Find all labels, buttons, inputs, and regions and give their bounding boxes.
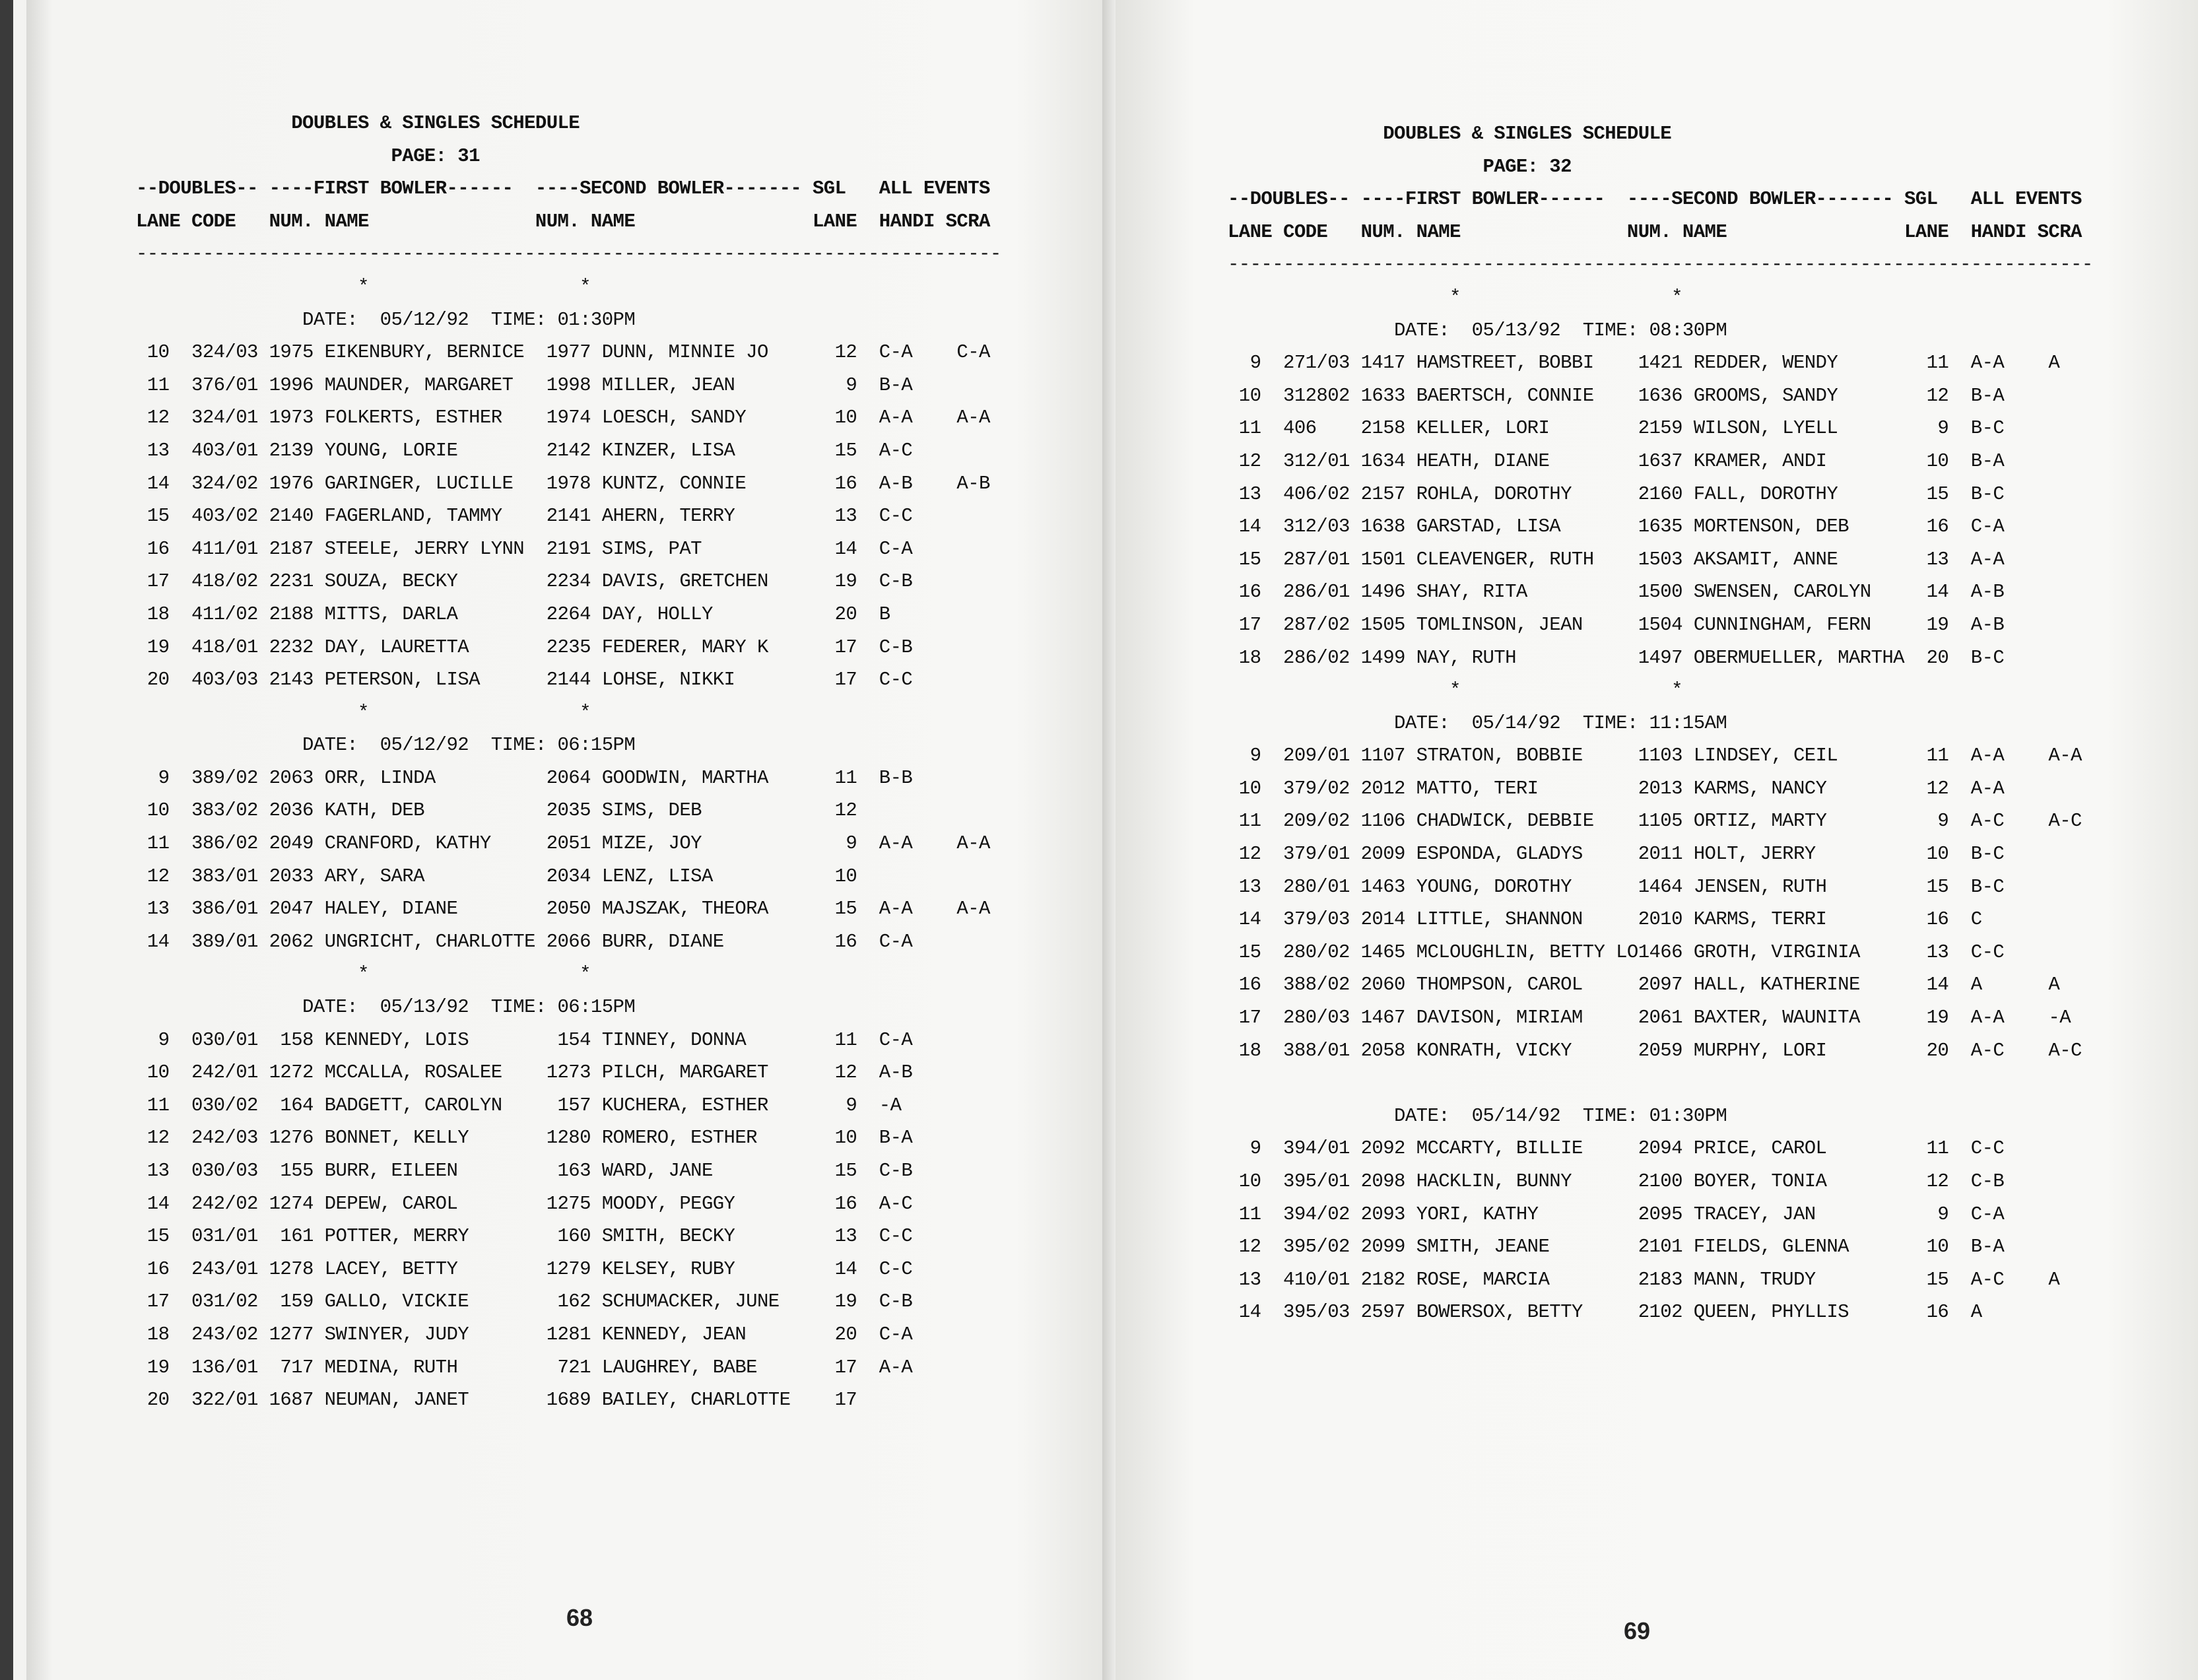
schedule-line: * * [136,701,591,723]
schedule-line: 17 031/02 159 GALLO, VICKIE 162 SCHUMACKER, JUNE 19 C-B [136,1291,913,1313]
schedule-line: 12 383/01 2033 ARY, SARA 2034 LENZ, LISA 10 [136,865,857,887]
schedule-line: 9 030/01 158 KENNEDY, LOIS 154 TINNEY, DONNA 11 C-A [136,1028,913,1051]
schedule-line: 9 209/01 1107 STRATON, BOBBIE 1103 LINDSEY, CEIL 11 A-A A-A [1228,745,2082,767]
schedule-line: 13 280/01 1463 YOUNG, DOROTHY 1464 JENSEN, RUTH 15 B-C [1228,875,2005,898]
schedule-line: 15 031/01 161 POTTER, MERRY 160 SMITH, BECKY 13 C-C [136,1225,913,1248]
schedule-line: 19 418/01 2232 DAY, LAURETTA 2235 FEDERER, MARY K 17 C-B [136,636,913,658]
schedule-line: 16 243/01 1278 LACEY, BETTY 1279 KELSEY, RUBY 14 C-C [136,1258,913,1280]
schedule-line: 13 386/01 2047 HALEY, DIANE 2050 MAJSZAK, THEORA 15 A-A A-A [136,898,990,920]
schedule-line: 13 406/02 2157 ROHLA, DOROTHY 2160 FALL, DOROTHY 15 B-C [1228,483,2005,505]
page-number: 69 [1624,1617,1651,1644]
schedule-line: 11 394/02 2093 YORI, KATHY 2095 TRACEY, JAN 9 C-A [1228,1203,2005,1225]
schedule-header-line: PAGE: 32 [1228,155,1572,178]
session-heading: DATE: 05/12/92 TIME: 06:15PM [136,734,636,756]
schedule-header-line: DOUBLES & SINGLES SCHEDULE [1228,123,1672,145]
schedule-line: 9 271/03 1417 HAMSTREET, BOBBI 1421 REDDER, WENDY 11 A-A A [1228,352,2060,374]
schedule-line [1228,1067,2093,1100]
schedule-line: 12 312/01 1634 HEATH, DIANE 1637 KRAMER, ANDI 10 B-A [1228,450,2005,472]
left-page [26,0,1116,1680]
schedule-line: 14 324/02 1976 GARINGER, LUCILLE 1978 KUNTZ, CONNIE 16 A-B A-B [136,472,990,494]
schedule-line: 10 383/02 2036 KATH, DEB 2035 SIMS, DEB 12 [136,799,857,822]
schedule-line: 17 280/03 1467 DAVISON, MIRIAM 2061 BAXTER, WAUNITA 19 A-A -A [1228,1007,2071,1029]
schedule-header-line: --DOUBLES-- ----FIRST BOWLER------ ----SECOND BOWLER------- SGL ALL EVENTS [136,178,990,200]
schedule-line: 13 030/03 155 BURR, EILEEN 163 WARD, JANE 15 C-B [136,1160,913,1182]
schedule-line: 13 410/01 2182 ROSE, MARCIA 2183 MANN, TRUDY 15 A-C A [1228,1268,2060,1291]
schedule-line: * * [136,275,591,298]
schedule-header-line: ------------------------------------------------------------------------------ [1228,253,2093,276]
schedule-line: 11 030/02 164 BADGETT, CAROLYN 157 KUCHERA, ESTHER 9 -A [136,1094,902,1116]
schedule-line: 18 286/02 1499 NAY, RUTH 1497 OBERMUELLER, MARTHA 20 B-C [1228,646,2005,669]
schedule-line: 18 243/02 1277 SWINYER, JUDY 1281 KENNEDY, JEAN 20 C-A [136,1323,913,1345]
session-heading: DATE: 05/13/92 TIME: 06:15PM [136,996,636,1019]
schedule-line: 9 394/01 2092 MCCARTY, BILLIE 2094 PRICE, CAROL 11 C-C [1228,1137,2005,1160]
schedule-line: * * [1228,679,1682,702]
schedule-line: 16 388/02 2060 THOMPSON, CAROL 2097 HALL, KATHERINE 14 A A [1228,974,2060,996]
schedule-line: 11 386/02 2049 CRANFORD, KATHY 2051 MIZE, JOY 9 A-A A-A [136,832,990,855]
session-heading: DATE: 05/12/92 TIME: 01:30PM [136,308,636,331]
schedule-line: 14 395/03 2597 BOWERSOX, BETTY 2102 QUEEN, PHYLLIS 16 A [1228,1301,1982,1324]
schedule-line: 10 242/01 1272 MCCALLA, ROSALEE 1273 PILCH, MARGARET 12 A-B [136,1061,913,1084]
schedule-text [1228,118,2093,1329]
schedule-line: 12 242/03 1276 BONNET, KELLY 1280 ROMERO, ESTHER 10 B-A [136,1127,913,1149]
schedule-line: 13 403/01 2139 YOUNG, LORIE 2142 KINZER, LISA 15 A-C [136,439,913,461]
schedule-header-line: LANE CODE NUM. NAME NUM. NAME LANE HANDI SCRA [136,210,990,232]
schedule-line: * * [136,963,591,986]
schedule-line: 11 376/01 1996 MAUNDER, MARGARET 1998 MILLER, JEAN 9 B-A [136,374,913,396]
schedule-text [136,107,1001,1417]
schedule-line: 12 395/02 2099 SMITH, JEANE 2101 FIELDS, GLENNA 10 B-A [1228,1236,2005,1258]
schedule-line: 17 418/02 2231 SOUZA, BECKY 2234 DAVIS, GRETCHEN 19 C-B [136,570,913,593]
schedule-line: 15 280/02 1465 MCLOUGHLIN, BETTY LO1466 GROTH, VIRGINIA 13 C-C [1228,941,2005,963]
schedule-line: 19 136/01 717 MEDINA, RUTH 721 LAUGHREY, BABE 17 A-A [136,1356,913,1378]
schedule-header-line: ------------------------------------------------------------------------------ [136,243,1001,265]
schedule-line: * * [1228,286,1682,308]
session-heading: DATE: 05/13/92 TIME: 08:30PM [1228,319,1727,341]
session-heading: DATE: 05/14/92 TIME: 11:15AM [1228,712,1727,734]
right-page [1116,0,2198,1680]
schedule-line: 14 312/03 1638 GARSTAD, LISA 1635 MORTENSON, DEB 16 C-A [1228,516,2005,538]
schedule-line: 14 379/03 2014 LITTLE, SHANNON 2010 KARMS, TERRI 16 C [1228,908,1982,931]
schedule-line: 12 324/01 1973 FOLKERTS, ESTHER 1974 LOESCH, SANDY 10 A-A A-A [136,407,990,429]
schedule-line: 10 395/01 2098 HACKLIN, BUNNY 2100 BOYER, TONIA 12 C-B [1228,1170,2005,1192]
schedule-line: 16 411/01 2187 STEELE, JERRY LYNN 2191 SIMS, PAT 14 C-A [136,537,913,560]
schedule-header-line: --DOUBLES-- ----FIRST BOWLER------ ----SECOND BOWLER------- SGL ALL EVENTS [1228,188,2082,211]
page-number: 68 [566,1604,593,1631]
schedule-line: 15 287/01 1501 CLEAVENGER, RUTH 1503 AKSAMIT, ANNE 13 A-A [1228,548,2005,570]
schedule-line: 9 389/02 2063 ORR, LINDA 2064 GOODWIN, MARTHA 11 B-B [136,766,913,789]
schedule-line: 12 379/01 2009 ESPONDA, GLADYS 2011 HOLT, JERRY 10 B-C [1228,843,2005,865]
schedule-line: 15 403/02 2140 FAGERLAND, TAMMY 2141 AHERN, TERRY 13 C-C [136,505,913,527]
schedule-header-line: DOUBLES & SINGLES SCHEDULE [136,112,580,134]
schedule-line: 20 322/01 1687 NEUMAN, JANET 1689 BAILEY, CHARLOTTE 17 [136,1389,857,1411]
schedule-line: 10 324/03 1975 EIKENBURY, BERNICE 1977 DUNN, MINNIE JO 12 C-A C-A [136,341,990,364]
schedule-line: 10 312802 1633 BAERTSCH, CONNIE 1636 GROOMS, SANDY 12 B-A [1228,384,2005,407]
schedule-line: 14 389/01 2062 UNGRICHT, CHARLOTTE 2066 BURR, DIANE 16 C-A [136,930,913,953]
schedule-line: 16 286/01 1496 SHAY, RITA 1500 SWENSEN, CAROLYN 14 A-B [1228,581,2005,603]
schedule-line: 17 287/02 1505 TOMLINSON, JEAN 1504 CUNNINGHAM, FERN 19 A-B [1228,613,2005,636]
schedule-line: 18 411/02 2188 MITTS, DARLA 2264 DAY, HOLLY 20 B [136,603,890,625]
schedule-line: 11 209/02 1106 CHADWICK, DEBBIE 1105 ORTIZ, MARTY 9 A-C A-C [1228,810,2082,832]
schedule-line: 14 242/02 1274 DEPEW, CAROL 1275 MOODY, PEGGY 16 A-C [136,1192,913,1215]
session-heading: DATE: 05/14/92 TIME: 01:30PM [1228,1104,1727,1127]
open-booklet [13,0,2185,1680]
schedule-header-line: PAGE: 31 [136,145,480,167]
schedule-line: 11 406 2158 KELLER, LORI 2159 WILSON, LYELL 9 B-C [1228,417,2005,440]
schedule-line: 20 403/03 2143 PETERSON, LISA 2144 LOHSE, NIKKI 17 C-C [136,669,913,691]
schedule-line: 10 379/02 2012 MATTO, TERI 2013 KARMS, NANCY 12 A-A [1228,777,2005,799]
schedule-header-line: LANE CODE NUM. NAME NUM. NAME LANE HANDI SCRA [1228,220,2082,243]
schedule-line: 18 388/01 2058 KONRATH, VICKY 2059 MURPHY, LORI 20 A-C A-C [1228,1039,2082,1061]
